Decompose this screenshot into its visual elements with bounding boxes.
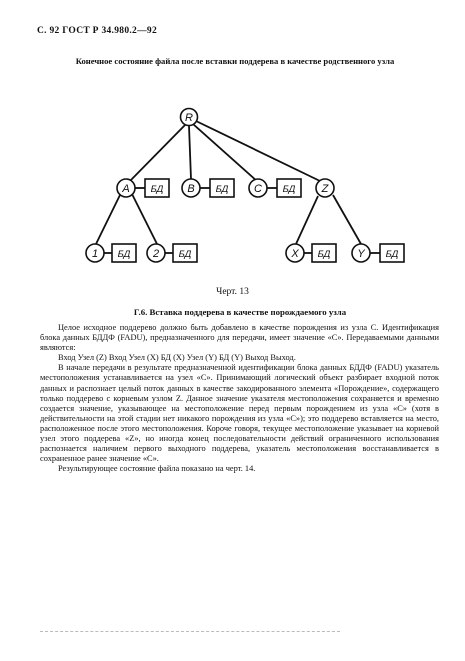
node-label: X [291, 248, 299, 260]
node-label: C [254, 183, 262, 195]
data-block-label: БД [385, 249, 399, 260]
footer-divider [40, 631, 340, 632]
node-label: Z [321, 183, 329, 195]
node-label: A [122, 183, 130, 195]
data-block-label: БД [282, 184, 296, 195]
figure-label: Черт. 13 [216, 287, 249, 297]
paragraph: Результирующее состояние файла показано на черт. 14. [58, 464, 256, 474]
section-title: Г.6. Вставка поддерева в качестве порождаемого узла [133, 307, 347, 317]
data-block-label: БД [317, 249, 331, 260]
paragraph: В начале передачи в результате предназначенной идентификации блока данных БДДФ (FADU) указатель местоположения устанавливается на узел «С». Принимающий логический объект разбирает входной поток данных и распознает целый поток данных в качестве закодированного элемента «Порождение», содержащего только поддерево с корневым узлом Z. Данное значение указателя местоположения сохраняется и временно создается значение, указывающее на местоположение перед первым порождением из узла «С» (хотя в действительности на этой стадии нет никакого порождения из узла «С»); это поддерево вставляется на место, расположенное после этого местоположения. Короче говоря, текущее местоположение указывает на корневой узел этого поддерева «Z», но иногда конец последовательности действий ограниченного использования распознается наличием первого выходного поддерева, указатель местоположения восстанавливается в сохраненное ранее значение «С». [40, 363, 439, 464]
data-block-label: БД [117, 249, 131, 260]
body-text [40, 323, 439, 474]
node-label: B [187, 183, 195, 195]
node-label: Y [357, 248, 365, 260]
node-label: 2 [152, 248, 160, 260]
tree-diagram [0, 96, 465, 276]
paragraph: Целое исходное поддерево должно быть добавлено в качестве порождения из узла С. Идентификация блока данных БДДФ (FADU), предназначенного для передачи, имеет значение «С». Передаваемыми данными являются: [40, 323, 439, 353]
page-header: С. 92 ГОСТ Р 34.980.2—92 [37, 26, 157, 36]
data-block-label: БД [215, 184, 229, 195]
figure-caption: Конечное состояние файла после вставки поддерева в качестве родственного узла [75, 56, 395, 66]
paragraph: Вход Узел (Z) Вход Узел (X) БД (X) Узел (Y) БД (Y) Выход Выход. [58, 353, 296, 363]
data-block-label: БД [150, 184, 164, 195]
node-label: 1 [91, 248, 99, 260]
node-label: R [185, 112, 193, 124]
data-block-label: БД [178, 249, 192, 260]
